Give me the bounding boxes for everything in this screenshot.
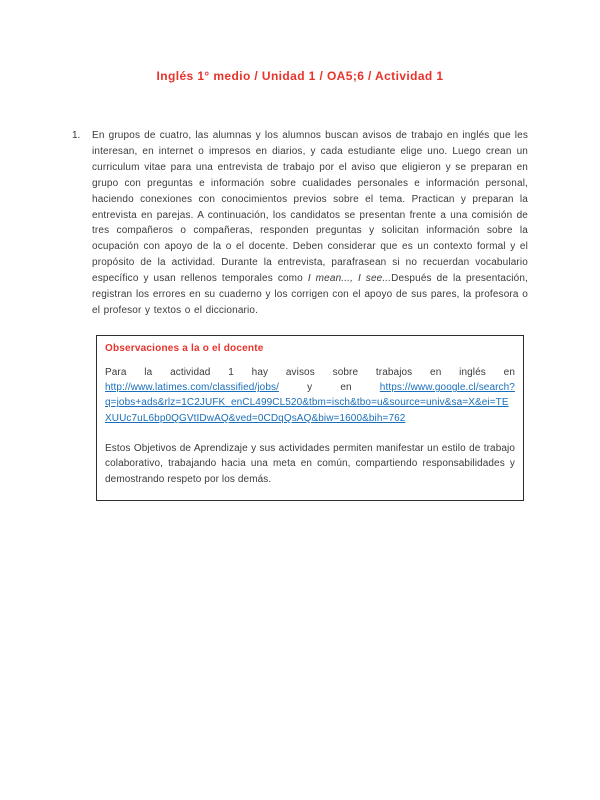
connector-y: y [307, 382, 313, 394]
activity-number: 1. [72, 130, 81, 141]
activity-text [92, 128, 528, 319]
activity-italic-phrase: I mean..., I see... [307, 273, 392, 285]
activity-text-part1: En grupos de cuatro, las alumnas y los alumnos buscan avisos de trabajo en inglés que les interesan, en internet o impresos en diarios, y cada estudiante elige uno. Luego crean un curriculum vitae para una entrevista de trabajo por el aviso que eligieron y se preparan en grupo con preguntas e información sobre cualidades personales e información personal, haciendo conexiones con conocimientos previos sobre el tema. Practican y preparan la entrevista en parejas. A continuación, los candidatos se presentan frente a una comisión de tres compañeros o compañeras, responden preguntas y solicitan información sobre la ocupación con apoyo de la o el docente. Deben considerar que es un contexto formal y el propósito de la actividad. Durante la entrevista, parafrasean si no recuerdan vocabulario específico y usan rellenos temporales como [92, 130, 528, 285]
google-search-link[interactable]: https://www.google.cl/search?q=jobs+ads&rlz=1C2JUFK_enCL499CL520&tbm=isch&tbo=u&source=univ&sa=X&ei=TEXUUc7uL6bp0QGVtIDwAQ&ved=0CDqQsAQ&biw=1600&bih=762 [105, 382, 515, 424]
connector-en: en [340, 382, 352, 394]
latimes-jobs-link[interactable]: http://www.latimes.com/classified/jobs/ [105, 382, 279, 394]
page-title: Inglés 1° medio / Unidad 1 / OA5;6 / Actividad 1 [156, 69, 444, 83]
objectives-paragraph: Estos Objetivos de Aprendizaje y sus actividades permiten manifestar un estilo de trabajo colaborativo, trabajando hacia una meta en común, compartiendo responsabilidades y demostrando respeto por los demás. [105, 443, 515, 485]
resources-intro: Para la actividad 1 hay avisos sobre trabajos en inglés en [105, 366, 515, 378]
activity-text-part2: Después de la presentación, registran los errores en su cuaderno y los corrigen con el apoyo de sus pares, la profesora o el profesor y textos o el diccionario. [92, 273, 528, 316]
teacher-observations-box [96, 335, 524, 501]
activity-item [72, 128, 528, 319]
resources-paragraph [105, 365, 515, 426]
teacher-box-heading: Observaciones a la o el docente [105, 342, 264, 354]
